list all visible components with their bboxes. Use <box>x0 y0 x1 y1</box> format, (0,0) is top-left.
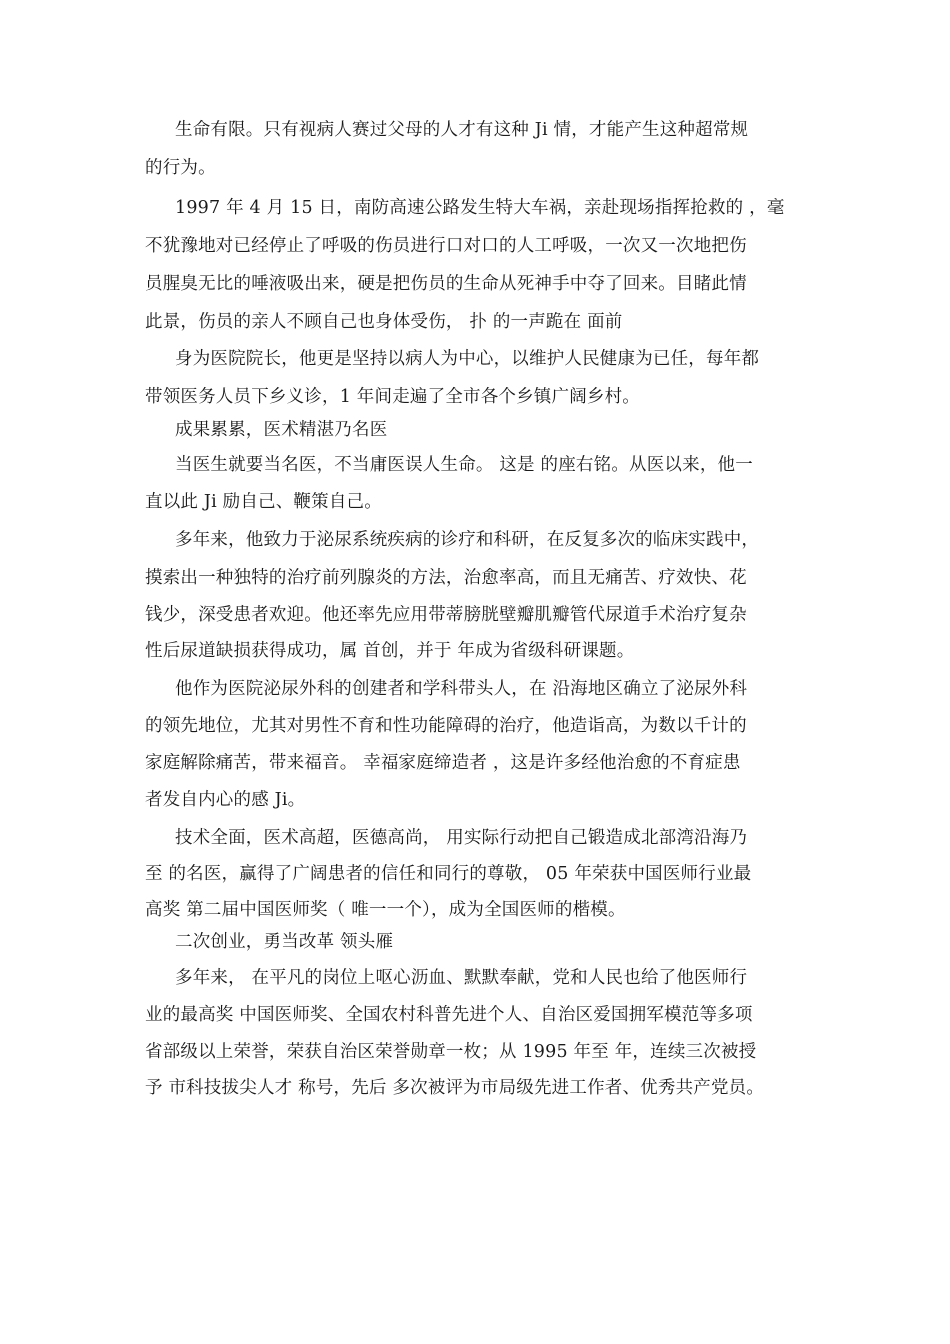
section-heading: 成果累累，医术精湛乃名医 <box>175 420 388 440</box>
text-line: 带领医务人员下乡义诊，1 年间走遍了全市各个乡镇广阔乡村。 <box>145 387 640 407</box>
text-line: 的领先地位，尤其对男性不育和性功能障碍的治疗，他造诣高，为数以千计的 <box>145 716 747 736</box>
text-line: 性后尿道缺损获得成功，属 首创，并于 年成为省级科研课题。 <box>145 641 635 661</box>
text-line: 业的最高奖 中国医师奖、全国农村科普先进个人、自治区爱国拥军模范等多项 <box>145 1005 753 1025</box>
text-line: 此景，伤员的亲人不顾自己也身体受伤， 扑 的一声跪在 面前 <box>145 312 623 332</box>
text-line: 者发自内心的感 Ji。 <box>145 790 306 810</box>
text-line: 生命有限。只有视病人赛过父母的人才有这种 Ji 情，才能产生这种超常规 <box>175 120 749 140</box>
text-line: 的行为。 <box>145 158 216 178</box>
text-line: 直以此 Ji 励自己、鞭策自己。 <box>145 492 382 512</box>
text-line: 当医生就要当名医，不当庸医误人生命。 这是 的座右铭。从医以来，他一 <box>175 455 753 475</box>
text-line: 1997 年 4 月 15 日，南防高速公路发生特大车祸，亲赴现场指挥抢救的 ，毫 <box>175 198 785 218</box>
text-line: 不犹豫地对已经停止了呼吸的伤员进行口对口的人工呼吸，一次又一次地把伤 <box>145 236 747 256</box>
text-line: 身为医院院长，他更是坚持以病人为中心，以维护人民健康为已任，每年都 <box>175 349 760 369</box>
text-line: 多年来，他致力于泌尿系统疾病的诊疗和科研，在反复多次的临床实践中， <box>175 530 760 550</box>
section-heading: 二次创业，勇当改革 领头雁 <box>175 932 394 952</box>
text-line: 高奖 第二届中国医师奖（ 唯一一个），成为全国医师的楷模。 <box>145 900 626 920</box>
text-line: 他作为医院泌尿外科的创建者和学科带头人，在 沿海地区确立了泌尿外科 <box>175 679 748 699</box>
text-line: 员腥臭无比的唾液吸出来，硬是把伤员的生命从死神手中夺了回来。目睹此情 <box>145 274 747 294</box>
text-line: 技术全面，医术高超，医德高尚， 用实际行动把自己锻造成北部湾沿海乃 <box>175 828 748 848</box>
text-line: 省部级以上荣誉，荣获自治区荣誉勋章一枚；从 1995 年至 年，连续三次被授 <box>145 1042 757 1062</box>
text-line: 钱少，深受患者欢迎。他还率先应用带蒂膀胱壁瓣肌瓣管代尿道手术治疗复杂 <box>145 605 747 625</box>
text-line: 家庭解除痛苦，带来福音。 幸福家庭缔造者 ，这是许多经他治愈的不育症患 <box>145 753 741 773</box>
text-line: 至 的名医，赢得了广阔患者的信任和同行的尊敬， 05 年荣获中国医师行业最 <box>145 864 752 884</box>
text-line: 予 市科技拔尖人才 称号，先后 多次被评为市局级先进工作者、优秀共产党员。 <box>145 1078 765 1098</box>
text-line: 多年来， 在平凡的岗位上呕心沥血、默默奉献，党和人民也给了他医师行 <box>175 968 748 988</box>
text-line: 摸索出一种独特的治疗前列腺炎的方法，治愈率高，而且无痛苦、疗效快、花 <box>145 568 747 588</box>
